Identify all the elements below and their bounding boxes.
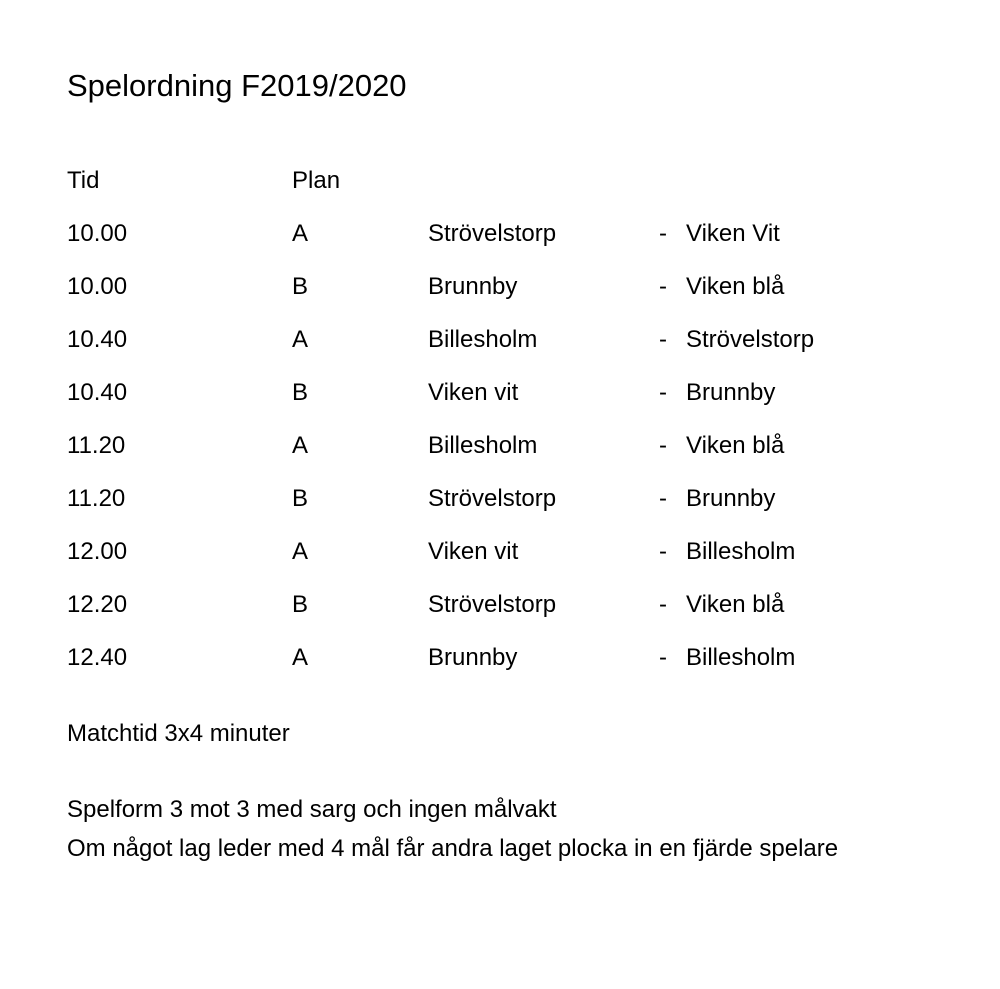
match-separator: - [659, 220, 667, 247]
match-separator: - [659, 432, 667, 459]
match-time: 11.20 [67, 432, 126, 459]
match-away-team: Billesholm [686, 644, 796, 671]
match-home-team: Billesholm [428, 432, 538, 459]
match-separator: - [659, 326, 667, 353]
match-plan: B [292, 485, 309, 512]
match-time: 10.00 [67, 273, 128, 300]
match-time: 10.40 [67, 379, 128, 406]
match-separator: - [659, 273, 667, 300]
table-row [0, 322, 1000, 358]
match-home-team: Brunnby [428, 644, 518, 671]
table-row [0, 216, 1000, 252]
match-away-team: Brunnby [686, 379, 776, 406]
table-header [0, 163, 1000, 199]
match-home-team: Viken vit [428, 379, 519, 406]
match-time: 10.40 [67, 326, 128, 353]
table-row [0, 640, 1000, 676]
match-plan: A [292, 432, 309, 459]
table-row [0, 375, 1000, 411]
match-away-team: Viken blå [686, 591, 785, 618]
match-separator: - [659, 644, 667, 671]
game-form-note: Spelform 3 mot 3 med sarg och ingen målvakt [67, 796, 557, 823]
match-separator: - [659, 379, 667, 406]
match-plan: A [292, 538, 309, 565]
table-row [0, 534, 1000, 570]
match-time: 11.20 [67, 485, 126, 512]
match-plan: A [292, 220, 309, 247]
extra-player-rule: Om något lag leder med 4 mål får andra laget plocka in en fjärde spelare [67, 835, 839, 862]
table-row [0, 587, 1000, 623]
match-away-team: Viken Vit [686, 220, 780, 247]
match-plan: B [292, 591, 309, 618]
match-home-team: Strövelstorp [428, 591, 557, 618]
document-title: Spelordning F2019/2020 [67, 68, 407, 103]
header-time: Tid [67, 167, 100, 194]
match-home-team: Billesholm [428, 326, 538, 353]
match-away-team: Viken blå [686, 432, 785, 459]
match-home-team: Brunnby [428, 273, 518, 300]
header-plan: Plan [292, 167, 341, 194]
match-separator: - [659, 591, 667, 618]
match-away-team: Viken blå [686, 273, 785, 300]
table-row [0, 428, 1000, 464]
match-separator: - [659, 485, 667, 512]
match-time: 12.40 [67, 644, 128, 671]
match-time: 12.00 [67, 538, 128, 565]
match-away-team: Strövelstorp [686, 326, 815, 353]
match-plan: B [292, 379, 309, 406]
table-row [0, 481, 1000, 517]
table-row [0, 269, 1000, 305]
match-time-note: Matchtid 3x4 minuter [67, 720, 290, 747]
match-home-team: Viken vit [428, 538, 519, 565]
match-plan: A [292, 326, 309, 353]
match-home-team: Strövelstorp [428, 485, 557, 512]
match-away-team: Billesholm [686, 538, 796, 565]
match-time: 10.00 [67, 220, 128, 247]
match-plan: A [292, 644, 309, 671]
match-time: 12.20 [67, 591, 128, 618]
match-away-team: Brunnby [686, 485, 776, 512]
match-separator: - [659, 538, 667, 565]
match-home-team: Strövelstorp [428, 220, 557, 247]
match-plan: B [292, 273, 309, 300]
